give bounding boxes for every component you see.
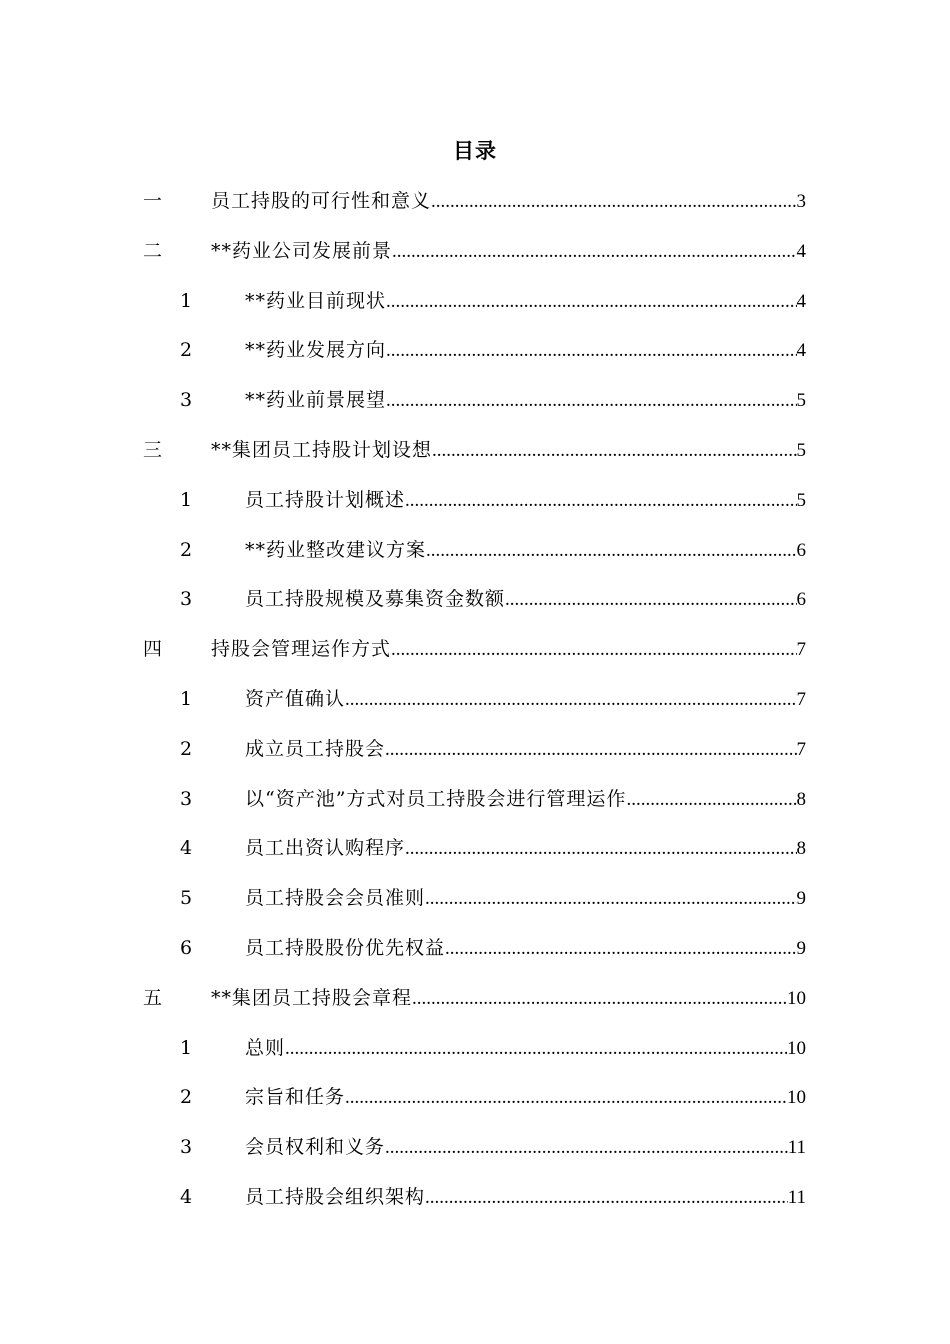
toc-entry-number: 4	[180, 1186, 193, 1208]
toc-entry[interactable]	[0, 1172, 950, 1222]
toc-entry-number: 1	[180, 489, 193, 511]
toc-entry-number: 2	[180, 738, 193, 760]
toc-dot-leader	[345, 1073, 787, 1123]
toc-entry-title: 会员权利和义务	[245, 1136, 386, 1158]
toc-entry-title: 资产值确认	[245, 688, 346, 710]
toc-entry-line	[245, 574, 806, 625]
toc-entry-number: 2	[180, 339, 193, 361]
toc-entry[interactable]	[0, 674, 950, 724]
toc-dot-leader	[386, 326, 796, 376]
toc-entry-page-number: 4	[796, 340, 806, 361]
toc-entry-title: **药业整改建议方案	[245, 539, 427, 561]
toc-dot-leader	[425, 1173, 788, 1223]
toc-entry-line	[245, 823, 806, 874]
toc-entry[interactable]	[0, 823, 950, 873]
toc-entry-page-number: 6	[796, 589, 806, 610]
toc-entry-title: 员工出资认购程序	[245, 837, 406, 859]
toc-entry-line	[245, 1122, 806, 1173]
toc-entry-number: 3	[180, 1136, 193, 1158]
toc-entry-page-number: 6	[796, 540, 806, 561]
toc-entry-number: 4	[180, 837, 193, 859]
toc-entry-line	[211, 176, 806, 227]
toc-entry-number: 一	[143, 190, 163, 212]
toc-entry[interactable]	[0, 425, 950, 475]
toc-entry[interactable]	[0, 724, 950, 774]
toc-dot-leader	[285, 1024, 787, 1074]
toc-dot-leader	[386, 376, 796, 426]
toc-entry-page-number: 5	[796, 390, 806, 411]
toc-entry-number: 二	[143, 240, 163, 262]
toc-entry[interactable]	[0, 176, 950, 226]
toc-entry-title: 员工持股股份优先权益	[245, 937, 446, 959]
toc-entry-page-number: 10	[787, 1038, 806, 1059]
toc-dot-leader	[425, 874, 796, 924]
toc-entry-page-number: 9	[796, 888, 806, 909]
toc-entry-line	[245, 674, 806, 725]
toc-entry-title: **药业前景展望	[245, 389, 387, 411]
toc-entry-title: 员工持股规模及募集资金数额	[245, 588, 506, 610]
toc-entry-page-number: 4	[796, 241, 806, 262]
toc-entry-page-number: 11	[787, 1137, 806, 1158]
toc-entry[interactable]	[0, 276, 950, 326]
toc-entry[interactable]	[0, 325, 950, 375]
toc-entry-title: 持股会管理运作方式	[211, 638, 392, 660]
toc-title: 目录	[453, 138, 497, 163]
toc-entry-title: **集团员工持股会章程	[211, 987, 413, 1009]
toc-entry-line	[245, 525, 806, 576]
toc-entry[interactable]	[0, 574, 950, 624]
toc-entry-title: **药业发展方向	[245, 339, 387, 361]
toc-entry-page-number: 5	[796, 490, 806, 511]
toc-entry[interactable]	[0, 525, 950, 575]
toc-entry-page-number: 7	[796, 739, 806, 760]
toc-entry-number: 2	[180, 539, 193, 561]
toc-entry[interactable]	[0, 475, 950, 525]
toc-entry-title: 宗旨和任务	[245, 1086, 346, 1108]
toc-entry-title: 员工持股会组织架构	[245, 1186, 426, 1208]
toc-entry-number: 1	[180, 290, 193, 312]
toc-entry-page-number: 3	[796, 191, 806, 212]
toc-dot-leader	[431, 177, 796, 227]
toc-entry-number: 3	[180, 588, 193, 610]
toc-dot-leader	[445, 924, 796, 974]
toc-dot-leader	[385, 1123, 788, 1173]
toc-entry-line	[211, 973, 806, 1024]
toc-entry-line	[245, 774, 806, 825]
toc-entry-page-number: 11	[787, 1187, 806, 1208]
toc-entry-number: 1	[180, 1037, 193, 1059]
toc-entry-line	[245, 475, 806, 526]
toc-entry[interactable]	[0, 923, 950, 973]
toc-entry[interactable]	[0, 375, 950, 425]
toc-entry-title: **药业目前现状	[245, 290, 387, 312]
toc-entry-number: 5	[180, 887, 193, 909]
toc-entry-page-number: 9	[796, 938, 806, 959]
toc-entry[interactable]	[0, 624, 950, 674]
toc-dot-leader	[405, 476, 796, 526]
toc-entry[interactable]	[0, 873, 950, 923]
toc-entry-line	[211, 425, 806, 476]
toc-dot-leader	[505, 575, 796, 625]
toc-entry-page-number: 10	[787, 988, 806, 1009]
toc-entry-title: 总则	[245, 1037, 286, 1059]
toc-entry-number: 四	[143, 638, 163, 660]
toc-dot-leader	[385, 725, 796, 775]
toc-entry-page-number: 8	[796, 789, 806, 810]
toc-entry-number: 3	[180, 389, 193, 411]
toc-entry-title: 员工持股的可行性和意义	[211, 190, 432, 212]
toc-entry-line	[245, 1072, 806, 1123]
toc-entry-line	[245, 724, 806, 775]
toc-entry-title: **药业公司发展前景	[211, 240, 393, 262]
toc-entry[interactable]	[0, 774, 950, 824]
toc-dot-leader	[405, 824, 796, 874]
toc-entry-page-number: 7	[796, 639, 806, 660]
toc-entry-page-number: 4	[796, 291, 806, 312]
toc-entry-page-number: 5	[796, 440, 806, 461]
toc-entry-title: **集团员工持股计划设想	[211, 439, 433, 461]
toc-entry-title: 员工持股会会员准则	[245, 887, 426, 909]
toc-entry[interactable]	[0, 226, 950, 276]
toc-entry-page-number: 10	[787, 1087, 806, 1108]
toc-entry[interactable]	[0, 1122, 950, 1172]
toc-entry-number: 3	[180, 788, 193, 810]
toc-dot-leader	[391, 625, 796, 675]
toc-entry-line	[211, 226, 806, 277]
toc-dot-leader	[386, 277, 796, 327]
toc-entry-page-number: 7	[796, 689, 806, 710]
toc-entry-number: 三	[143, 439, 163, 461]
toc-entry-line	[245, 276, 806, 327]
toc-entry-title: 员工持股计划概述	[245, 489, 406, 511]
toc-entry-number: 1	[180, 688, 193, 710]
toc-entry-line	[245, 873, 806, 924]
toc-entry-line	[245, 325, 806, 376]
toc-dot-leader	[426, 526, 796, 576]
toc-entry-number: 6	[180, 937, 193, 959]
toc-dot-leader	[345, 675, 796, 725]
toc-entry-line	[211, 624, 806, 675]
toc-entry[interactable]	[0, 1072, 950, 1122]
toc-entry-title: 成立员工持股会	[245, 738, 386, 760]
toc-dot-leader	[626, 775, 796, 825]
toc-entry-number: 五	[143, 987, 163, 1009]
toc-entry-line	[245, 1023, 806, 1074]
toc-dot-leader	[392, 227, 796, 277]
toc-dot-leader	[432, 426, 796, 476]
toc-entry-page-number: 8	[796, 838, 806, 859]
toc-dot-leader	[412, 974, 787, 1024]
toc-entry[interactable]	[0, 1023, 950, 1073]
toc-entry-line	[245, 923, 806, 974]
toc-entry-title: 以“资产池”方式对员工持股会进行管理运作	[245, 788, 627, 810]
toc-entry[interactable]	[0, 973, 950, 1023]
toc-entry-line	[245, 1172, 806, 1223]
toc-entry-number: 2	[180, 1086, 193, 1108]
toc-entry-line	[245, 375, 806, 426]
